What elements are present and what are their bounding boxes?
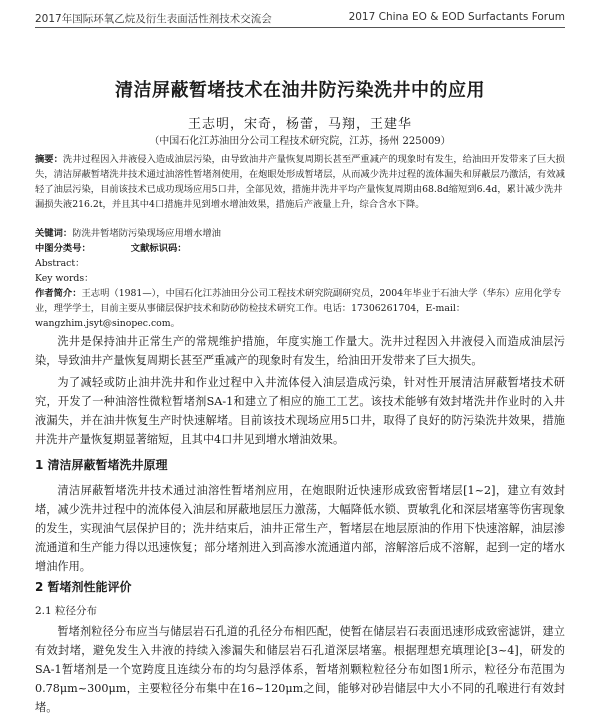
- keywords-en-label: Key words：: [35, 273, 94, 284]
- keywords-en: [35, 271, 565, 286]
- author-bio-text: 王志明（1981—），中国石化江苏油田分公司工程技术研究院副研究员，2004年毕业于石油大学（华东）应用化学专业，理学学士，目前主要从事储层保护技术和防砂防检技术研究工作。电话：17306261704，E-mail：wangzhim.jsyt@sinopec.com。: [35, 288, 562, 329]
- paper-title: 清洁屏蔽暂堵技术在油井防污染洗井中的应用: [115, 80, 485, 101]
- keywords-text: 防洗井暂堵防污染现场应用增水增油: [72, 228, 221, 239]
- doc-code-label: 文献标识码：: [130, 243, 187, 254]
- keywords-label: 关键词：: [35, 228, 73, 239]
- section-paragraph: 暂堵剂粒径分布应当与储层岩石孔道的孔径分布相匹配，使暂在储层岩石表面迅速形成致密滤饼，建立有效封堵，避免发生入井液的持续入渗漏失和储层岩石孔道深层堵塞。根据理想充填理论[3~4]，研发的SA-1暂堵剂是一个宽跨度且连续分布的均匀悬浮体系，暂堵剂颗粒粒径分布如图1所示，粒径分布范围为0.78μm~300μm，主要粒径分布集中在16~120μm之间，能够对砂岩储层中大小不同的孔喉进行有效封堵。: [35, 625, 565, 714]
- abstract: [35, 152, 565, 212]
- section-heading: 1 清洁屏蔽暂堵洗井原理: [35, 458, 168, 472]
- section-paragraph: 清洁屏蔽暂堵洗井技术通过油溶性暂堵剂应用，在炮眼附近快速形成致密暂堵层[1~2]，建立有效封堵，减少洗井过程中的流体侵入油层和屏蔽地层压力激荡，大幅降低水锁、贾敏乳化和深层堵塞等伤害现象的发生，实现油气层保护目的；洗井结束后，油井正常生产，暂堵层在地层原油的作用下快速溶解，油层渗流通道和生产能力得以迅速恢复；部分堵剂进入到高渗水流通道内部，溶解溶后成不溶解，起到一定的堵水增油作用。: [35, 484, 565, 573]
- running-header: [35, 11, 565, 27]
- abstract-en: [35, 256, 565, 271]
- subsection-heading: 2.1 粒径分布: [35, 605, 98, 617]
- clc-label: 中图分类号：: [35, 243, 91, 254]
- header-left: 2017年国际环氧乙烷及衍生表面活性剂技术交流会: [35, 13, 272, 25]
- intro-paragraph: 洗井是保持油井正常生产的常规维护措施，年度实施工作量大。洗井过程因入井液侵入而造成油层污染，导致油井产量恢复周期长甚至严重减产的现象时有发生，给油田开发带来了巨大损失。: [35, 335, 565, 367]
- author-bio-label: 作者简介：: [35, 288, 82, 299]
- intro-paragraph: 为了减轻或防止油井洗井和作业过程中入井流体侵入油层造成污染，针对性开展清洁屏蔽暂堵技术研究，开发了一种油溶性微粒暂堵剂SA-1和建立了相应的施工工艺。该技术能够有效封堵洗井作业时的入井液漏失，并在油井恢复生产时快速解堵。目前该技术现场应用5口井，取得了良好的防污染洗井效果，措施井洗井产量恢复期显著缩短，且其中4口井见到增水增油效果。: [35, 376, 565, 446]
- keywords: [35, 226, 565, 241]
- header-rule: [35, 27, 565, 28]
- authors: 王志明，宋奇，杨蕾，马翔，王建华: [187, 117, 412, 132]
- affiliation: （中国石化江苏油田分公司工程技术研究院，江苏，扬州 225009）: [149, 136, 451, 147]
- author-bio: [35, 286, 565, 331]
- abstract-en-label: Abstract：: [35, 258, 85, 269]
- abstract-label: 摘要：: [35, 154, 63, 165]
- section-heading: 2 暂堵剂性能评价: [35, 580, 132, 594]
- header-right: 2017 China EO & EOD Surfactants Forum: [348, 11, 565, 23]
- abstract-text: 洗井过程因入井液侵入造成油层污染，由导致油井产量恢复周期长甚至严重减产的现象时有发生，给油田开发带来了巨大损失，清洁屏蔽暂堵洗井技术通过油溶性暂堵剂使用，在炮眼处形成暂堵层，从而减少洗井过程的流体漏失和屏蔽层乃激活，有效减轻了油层污染，目前该技术已成功现场应用5口井，全部见效，措施井洗井平均产量恢复周期由68.8d缩短到6.4d，累计减少洗井漏损失液216.2t，并且其中4口措施井见到增水增油效果，措施后产液量上升，综合含水下降。: [35, 154, 565, 210]
- classification: [35, 241, 565, 256]
